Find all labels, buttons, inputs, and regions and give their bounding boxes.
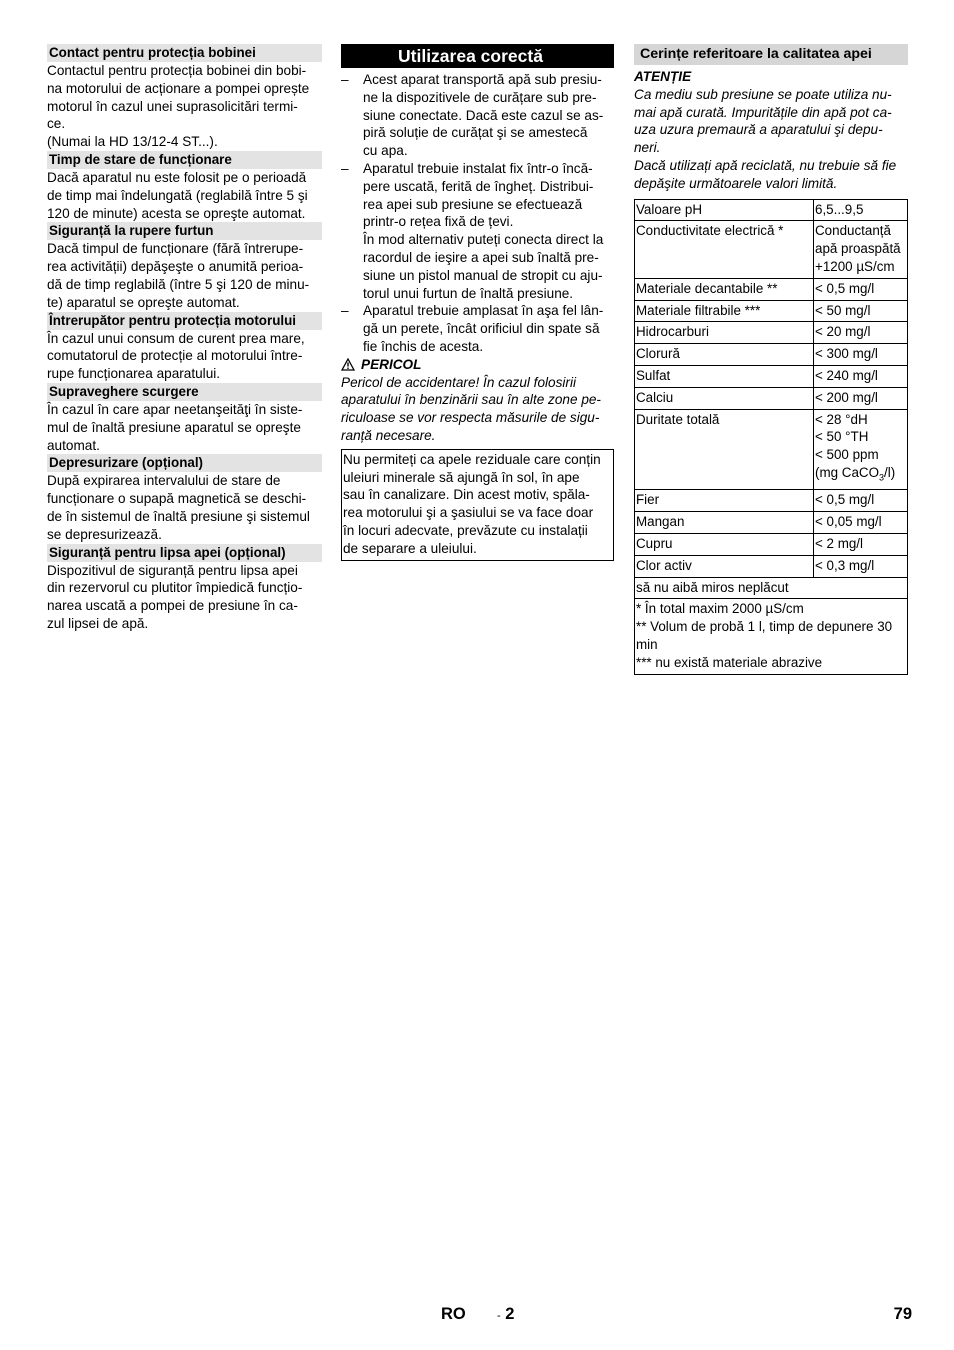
section-depressurization	[47, 454, 322, 543]
danger-text: Pericol de accidentare! În cazul folosirii aparatului în benzinării sau în alte zone pe- riculoase se vor respecta măsurile de sigu- ranță necesare.	[341, 374, 601, 443]
footnotes-cell: * În total maxim 2000 µS/cm ** Volum de probă 1 l, timp de depunere 30 min *** nu există materiale abrazive	[635, 599, 908, 674]
footer-chapter	[497, 1306, 514, 1326]
water-quality-table	[634, 199, 908, 675]
table-row	[635, 490, 908, 512]
param-cell: Conductivitate electrică *	[635, 221, 814, 278]
caco-prefix: (mg CaCO	[815, 464, 879, 480]
section-hose-rupture	[47, 222, 322, 311]
table-row	[635, 300, 908, 322]
value-cell: < 20 mg/l	[814, 322, 908, 344]
param-cell: Fier	[635, 490, 814, 512]
table-row	[635, 512, 908, 534]
value-line: < 500 ppm	[815, 447, 879, 463]
table-row	[635, 344, 908, 366]
table-row	[635, 365, 908, 387]
param-cell: Materiale filtrabile ***	[635, 300, 814, 322]
param-cell: Calciu	[635, 387, 814, 409]
list-item: – Aparatul trebuie amplasat în aşa fel lân- gă un perete, încât orificiul din spate să fie închis de acesta.	[341, 302, 614, 355]
attention-text: Ca mediu sub presiune se poate utiliza nu- mai apă curată. Impuritățile din apă pot ca- uza uzura premaură a aparatului şi depu- neri. Dacă utilizați apă reciclată, nu trebuie să fie depăşite următoarele valori limită.	[634, 86, 897, 191]
section-text: Dacă timpul de funcționare (fără întrerupe- rea activității) depăşeşte o anumită perioa- dă de timp reglabilă (între 5 şi 120 de minu- te) aparatul se opreşte automat.	[47, 241, 310, 310]
section-text: Contactul pentru protecția bobinei din bobi- na motorului de acționare a pompei oprește motorul în cazul unei suprasolicitări termi- ce. (Numai la HD 13/12-4 ST...).	[47, 63, 310, 150]
section-heading: Supraveghere scurgere	[47, 383, 322, 401]
value-cell: < 0,3 mg/l	[814, 555, 908, 577]
footer-chapter-number: 2	[505, 1305, 515, 1323]
main-heading-water-quality: Cerințe referitoare la calitatea apei	[634, 44, 908, 65]
param-cell: Clorură	[635, 344, 814, 366]
table-row	[635, 278, 908, 300]
param-cell: Sulfat	[635, 365, 814, 387]
table-row	[635, 387, 908, 409]
table-row	[635, 599, 908, 674]
section-text: În cazul în care apar neetanşeităţi în siste- mul de înaltă presiune aparatul se opreşte automat.	[47, 401, 303, 453]
section-text: În cazul unui consum de curent prea mare, comutatorul de protecție al motorului între- rupe funcționarea aparatului.	[47, 330, 305, 382]
section-text: După expirarea intervalului de stare de funcționare o supapă magnetică se deschi- de în sistemul de înaltă presiune şi sistemul se depresurizează.	[47, 473, 310, 542]
value-cell: < 50 mg/l	[814, 300, 908, 322]
column-left	[47, 44, 322, 633]
value-cell: < 0,5 mg/l	[814, 278, 908, 300]
section-heading: Contact pentru protecția bobinei	[47, 44, 322, 62]
value-line	[815, 464, 905, 487]
section-motor-protection	[47, 312, 322, 383]
danger-title	[341, 356, 614, 374]
attention-title: ATENȚIE	[634, 69, 692, 84]
section-operating-time	[47, 151, 322, 222]
column-right	[634, 44, 908, 675]
value-cell: < 0,05 mg/l	[814, 512, 908, 534]
value-cell: < 240 mg/l	[814, 365, 908, 387]
table-row	[635, 534, 908, 556]
param-cell: Mangan	[635, 512, 814, 534]
section-heading: Timp de stare de funcționare	[47, 151, 322, 169]
environment-notice-box: Nu permiteți ca apele reziduale care conțin uleiuri minerale să ajungă în sol, în ape sau în canalizare. Din acest motiv, spăla- rea motorului şi a şasiului se va face doar în locuri adecvate, prevăzute cu instalații de separare a uleiului.	[341, 449, 614, 561]
column-middle	[341, 44, 614, 561]
footer-language: RO	[441, 1305, 466, 1323]
caco-suffix: /l)	[884, 464, 896, 480]
section-leak-monitoring	[47, 383, 322, 454]
value-cell: Conductanță apă proaspătă +1200 µS/cm	[814, 221, 908, 278]
value-cell: < 2 mg/l	[814, 534, 908, 556]
param-cell: Cupru	[635, 534, 814, 556]
odor-cell: să nu aibă miros neplăcut	[635, 577, 908, 599]
section-water-shortage	[47, 544, 322, 633]
section-heading: Siguranță pentru lipsa apei (opțional)	[47, 544, 322, 562]
danger-label: PERICOL	[361, 356, 422, 372]
value-line: < 50 °TH	[815, 429, 869, 445]
main-heading-correct-use: Utilizarea corectă	[341, 44, 614, 68]
section-heading: Depresurizare (opțional)	[47, 454, 322, 472]
list-item: – Acest aparat transportă apă sub presiu- ne la dispozitivele de curățare sub pre- siune conectate. Dacă este cazul se as- piră soluție de curățat şi se amestecă cu apa.	[341, 71, 614, 160]
value-cell: < 200 mg/l	[814, 387, 908, 409]
value-cell: < 300 mg/l	[814, 344, 908, 366]
param-cell: Materiale decantabile **	[635, 278, 814, 300]
section-heading: Întrerupător pentru protecția motorului	[47, 312, 322, 330]
table-row	[635, 577, 908, 599]
value-cell: < 0,5 mg/l	[814, 490, 908, 512]
value-line: < 28 °dH	[815, 411, 868, 427]
section-text: Dispozitivul de siguranță pentru lipsa apei din rezervorul cu plutitor împiedică funcțio- narea uscată a pompei de presiune în ca- zul lipsei de apă.	[47, 562, 303, 631]
table-row	[635, 409, 908, 490]
section-heading: Siguranță la rupere furtun	[47, 222, 322, 240]
table-row	[635, 555, 908, 577]
caco-subscript: 3	[879, 472, 885, 483]
table-row	[635, 199, 908, 221]
param-cell: Valoare pH	[635, 199, 814, 221]
section-text: Dacă aparatul nu este folosit pe o perioadă de timp mai îndelungată (reglabilă între 5 şi 120 de minute) acesta se opreşte automat.	[47, 169, 308, 221]
param-cell: Clor activ	[635, 555, 814, 577]
value-cell: 6,5...9,5	[814, 199, 908, 221]
usage-list	[341, 71, 614, 356]
section-coil-protection	[47, 44, 322, 151]
param-cell: Hidrocarburi	[635, 322, 814, 344]
param-cell: Duritate totală	[635, 409, 814, 490]
list-item: – Aparatul trebuie instalat fix într-o încă- pere uscată, ferită de îngheț. Distribui- rea apei sub presiune se efectuează printr-o rețea fixă de țevi. În mod alternativ puteți conecta direct la racordul de ieşire a apei sub înaltă pre- siune un pistol manual de stropit cu aju- torul unui furtun de înaltă presiune.	[341, 160, 614, 302]
table-row	[635, 221, 908, 278]
table-row	[635, 322, 908, 344]
value-cell	[814, 409, 908, 490]
warning-triangle-icon	[341, 358, 355, 371]
footer-chapter-dash: -	[497, 1310, 501, 1322]
page-number: 79	[893, 1305, 912, 1323]
